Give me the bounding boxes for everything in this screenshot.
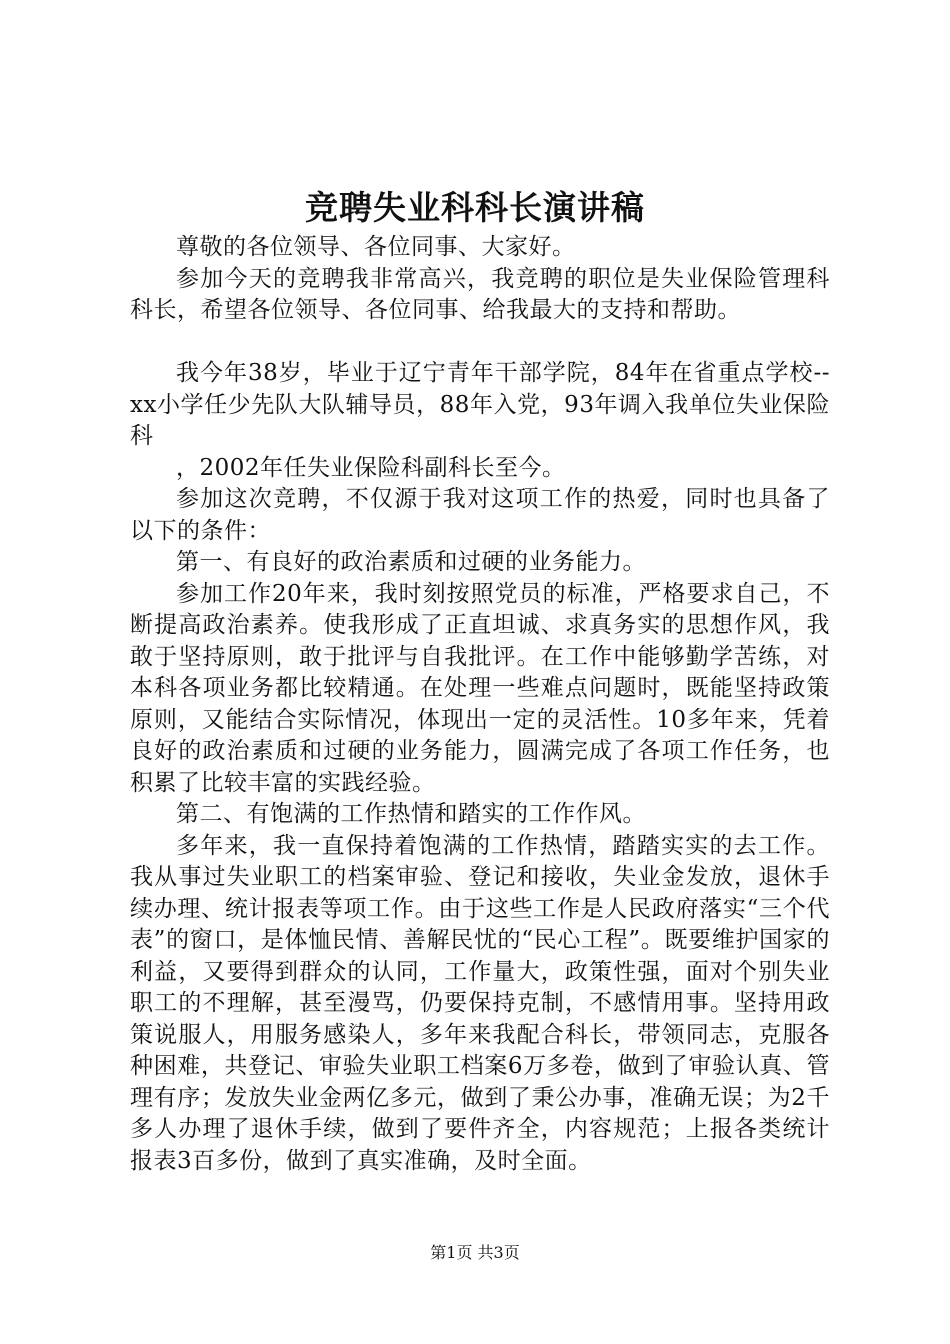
paragraph-heading-second: 第二、有饱满的工作热情和踏实的工作作风。 bbox=[176, 801, 646, 827]
paragraph-background-continued: ，2002年任失业保险科副科长至今。 bbox=[176, 454, 566, 481]
paragraph-second-detail: 多年来，我一直保持着饱满的工作热情，踏踏实实的去工作。我从事过失业职工的档案审验、登记和接收，失业金发放，退休手续办理、统计报表等项工作。由于这些工作是人民政府落实“三个代表”的窗口，是体恤民情、善解民忧的“民心工程”。既要维护国家的利益，又要得到群众的认同，工作量大，政策性强，面对个别失业职工的不理解，甚至漫骂，仍要保持克制，不感情用事。坚持用政策说服人，用服务感染人，多年来我配合科长，带领同志，克服各种困难，共登记、审验失业职工档案6万多卷，做到了审验认真、管理有序；发放失业金两亿多元，做到了秉公办事，准确无误；为2千多人办理了退休手续，做到了要件齐全，内容规范；上报各类统计报表3百多份，做到了真实准确，及时全面。 bbox=[130, 832, 830, 1174]
paragraph-first-detail: 参加工作20年来，我时刻按照党员的标准，严格要求自己，不断提高政治素养。使我形成了正直坦诚、求真务实的思想作风，我敢于坚持原则，敢于批评与自我批评。在工作中能够勤学苦练，对本科各项业务都比较精通。在处理一些难点问题时，既能坚持政策原则，又能结合实际情况，体现出一定的灵活性。10多年来，凭着良好的政治素质和过硬的业务能力，圆满完成了各项工作任务，也积累了比较丰富的实践经验。 bbox=[130, 580, 830, 796]
document-body bbox=[130, 232, 830, 1177]
paragraph-greeting: 尊敬的各位领导、各位同事、大家好。 bbox=[176, 234, 576, 260]
paragraph-background: 我今年38岁，毕业于辽宁青年干部学院，84年在省重点学校--xx小学任少先队大队辅导员，88年入党，93年调入我单位失业保险科 bbox=[130, 360, 830, 449]
paragraph-intro: 参加今天的竞聘我非常高兴，我竞聘的职位是失业保险管理科科长，希望各位领导、各位同事、给我最大的支持和帮助。 bbox=[130, 265, 830, 323]
document-title: 竞聘失业科科长演讲稿 bbox=[305, 188, 645, 227]
paragraph-conditions-intro: 参加这次竞聘，不仅源于我对这项工作的热爱，同时也具备了以下的条件： bbox=[130, 486, 830, 544]
paragraph-heading-first: 第一、有良好的政治素质和过硬的业务能力。 bbox=[176, 549, 646, 575]
page-number-footer: 第1页 共3页 bbox=[430, 1243, 520, 1262]
